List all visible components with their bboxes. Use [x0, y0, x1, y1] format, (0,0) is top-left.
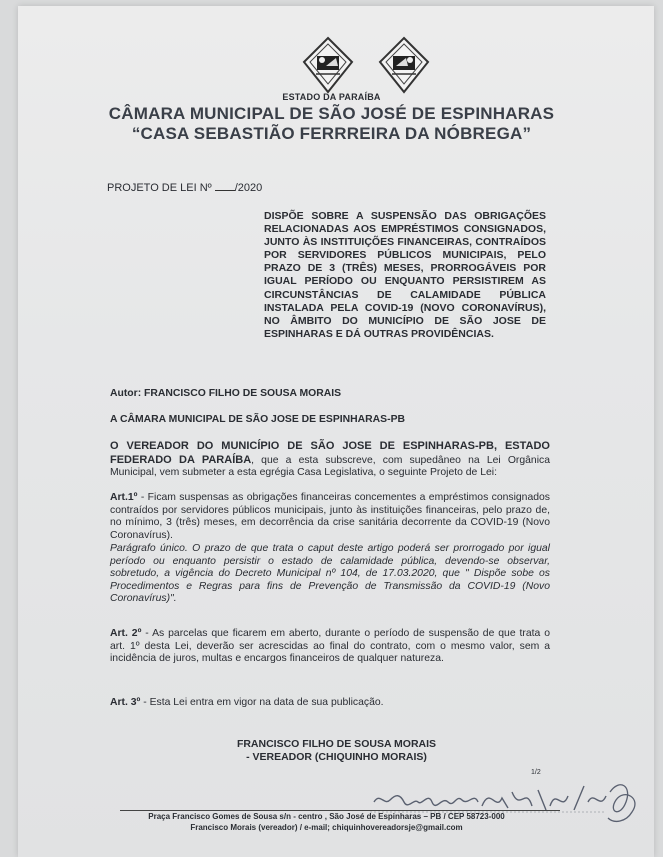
article-2-text: - As parcelas que ficarem em aberto, durante o período de suspensão de que trata o art. 1º desta Lei, deverão ser acrescidas ao final do contrato, com o mesmo valor, sem a incidência de juros, multas e encargos financeiros de qualquer natureza. — [110, 628, 551, 665]
bill-summary: DISPÕE SOBRE A SUSPENSÃO DAS OBRIGAÇÕES RELACIONADAS AOS EMPRÉSTIMOS CONSIGNADOS, JUNTO ÀS INSTITUIÇÕES FINANCEIRAS, CONTRAÍDOS POR SERVIDORES PÚBLICOS MUNICIPAIS, PELO PRAZO DE 3 (TRÊS) MESES, PRORROGÁVEIS POR IGUAL PERÍODO OU ENQUANTO PERSISTIREM AS CIRCUNSTÂNCIAS DE CALAMIDADE PÚBLICA INSTALADA PELA COVID-19 (NOVO CORONAVÍRUS), NO ÂMBITO DO MUNICÍPIO DE SÃO JOSE DE ESPINHARAS E DÁ OUTRAS PROVIDÊNCIAS. — [264, 210, 546, 340]
state-seal-icon — [378, 36, 430, 94]
footer-contact: Francisco Morais (vereador) / e-mail; chiquinhovereadorsje@gmail.com — [190, 823, 463, 832]
article-3-text: - Esta Lei entra em vigor na data de sua publicação. — [140, 697, 384, 708]
preamble-text: , que a esta subscreve, com supedâneo na Lei Orgânica Municipal, vem submeter a esta egrégia Casa Legislativa, o seguinte Projeto de Lei: — [110, 454, 550, 479]
bill-number-suffix: /2020 — [234, 182, 263, 194]
chamber-line: A CÂMARA MUNICIPAL DE SÃO JOSE DE ESPINHARAS-PB — [110, 414, 406, 425]
bill-number-prefix: PROJETO DE LEI Nº — [107, 182, 215, 194]
chamber-title: CÂMARA MUNICIPAL DE SÃO JOSÉ DE ESPINHARAS — [108, 104, 555, 123]
bill-number-blank — [215, 182, 235, 191]
page-number: 1/2 — [531, 769, 541, 776]
footer-address: Praça Francisco Gomes de Sousa s/n - centro , São José de Espinharas – PB / CEP 58723-000 — [148, 812, 505, 821]
preamble-bold: O VEREADOR DO MUNICÍPIO DE SÃO JOSE DE ESPINHARAS-PB, ESTADO FEDERADO DA PARAÍBA — [110, 440, 550, 466]
bill-number — [107, 182, 262, 194]
house-subtitle: “CASA SEBASTIÃO FERRREIRA DA NÓBREGA” — [131, 124, 532, 143]
article-2-label: Art. 2º — [110, 628, 142, 639]
signatory-name: FRANCISCO FILHO DE SOUSA MORAIS — [236, 738, 437, 750]
footer-divider — [120, 810, 560, 811]
article-1-text: - Ficam suspensas as obrigações financeiras concementes a empréstimos consignados contraídos por servidores públicos municipais, junto às instituições financeiras, pelo prazo de, no mínimo, 3 (três) meses, em decorrência da crise sanitária decorrente da COVID-19 (Novo Coronavírus). — [110, 492, 550, 541]
state-heading: ESTADO DA PARAÍBA — [282, 92, 381, 102]
preamble — [110, 440, 550, 480]
sole-paragraph: Parágrafo único. O prazo de que trata o caput deste artigo poderá ser prorrogado por igual período ou enquanto persistir o estado de calamidade pública, devendo-se observar, sobretudo, a vigência do Decreto Municipal nº 104, de 17.03.2020, que " Dispõe sobe os Procedimentos e Regras para fins de Prevenção de Transmissão da COVID-19 (Novo Coronavírus)". — [110, 543, 550, 605]
signatory-role: - VEREADOR (CHIQUINHO MORAIS) — [246, 751, 427, 763]
city-seal-icon — [302, 36, 354, 94]
author-line: Autor: FRANCISCO FILHO DE SOUSA MORAIS — [110, 388, 342, 399]
article-3-label: Art. 3º — [110, 697, 141, 708]
article-3 — [110, 697, 550, 710]
article-2 — [110, 628, 550, 666]
article-1 — [110, 492, 550, 542]
article-1-label: Art.1º — [110, 492, 138, 503]
